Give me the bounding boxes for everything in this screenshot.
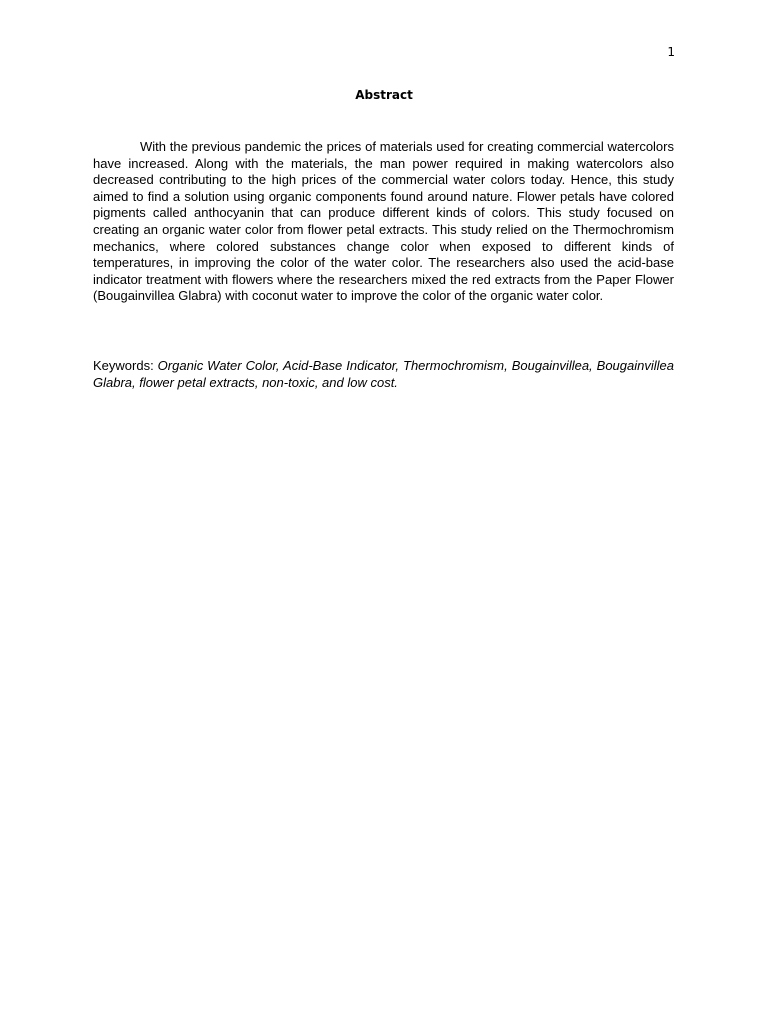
keywords-label: Keywords: (93, 358, 158, 373)
keywords-paragraph (93, 358, 674, 391)
page-number: 1 (667, 45, 675, 59)
abstract-title: Abstract (355, 88, 413, 102)
abstract-body: With the previous pandemic the prices of materials used for creating commercial watercolors have increased. Along with the materials, the man power required in making watercolors also decreased contributing to the high prices of the commercial water colors today. Hence, this study aimed to find a solution using organic components found around nature. Flower petals have colored pigments called anthocyanin that can produce different kinds of colors. This study focused on creating an organic water color from flower petal extracts. This study relied on the Thermochromism mechanics, where colored substances change color when exposed to different kinds of temperatures, in improving the color of the water color. The researchers also used the acid-base indicator treatment with flowers where the researchers mixed the red extracts from the Paper Flower (Bougainvillea Glabra) with coconut water to improve the color of the organic water color. (93, 139, 674, 304)
keywords-terms: Organic Water Color, Acid-Base Indicator, Thermochromism, Bougainvillea, Bougainvillea Glabra, flower petal extracts, non-toxic, and low cost. (93, 358, 674, 390)
